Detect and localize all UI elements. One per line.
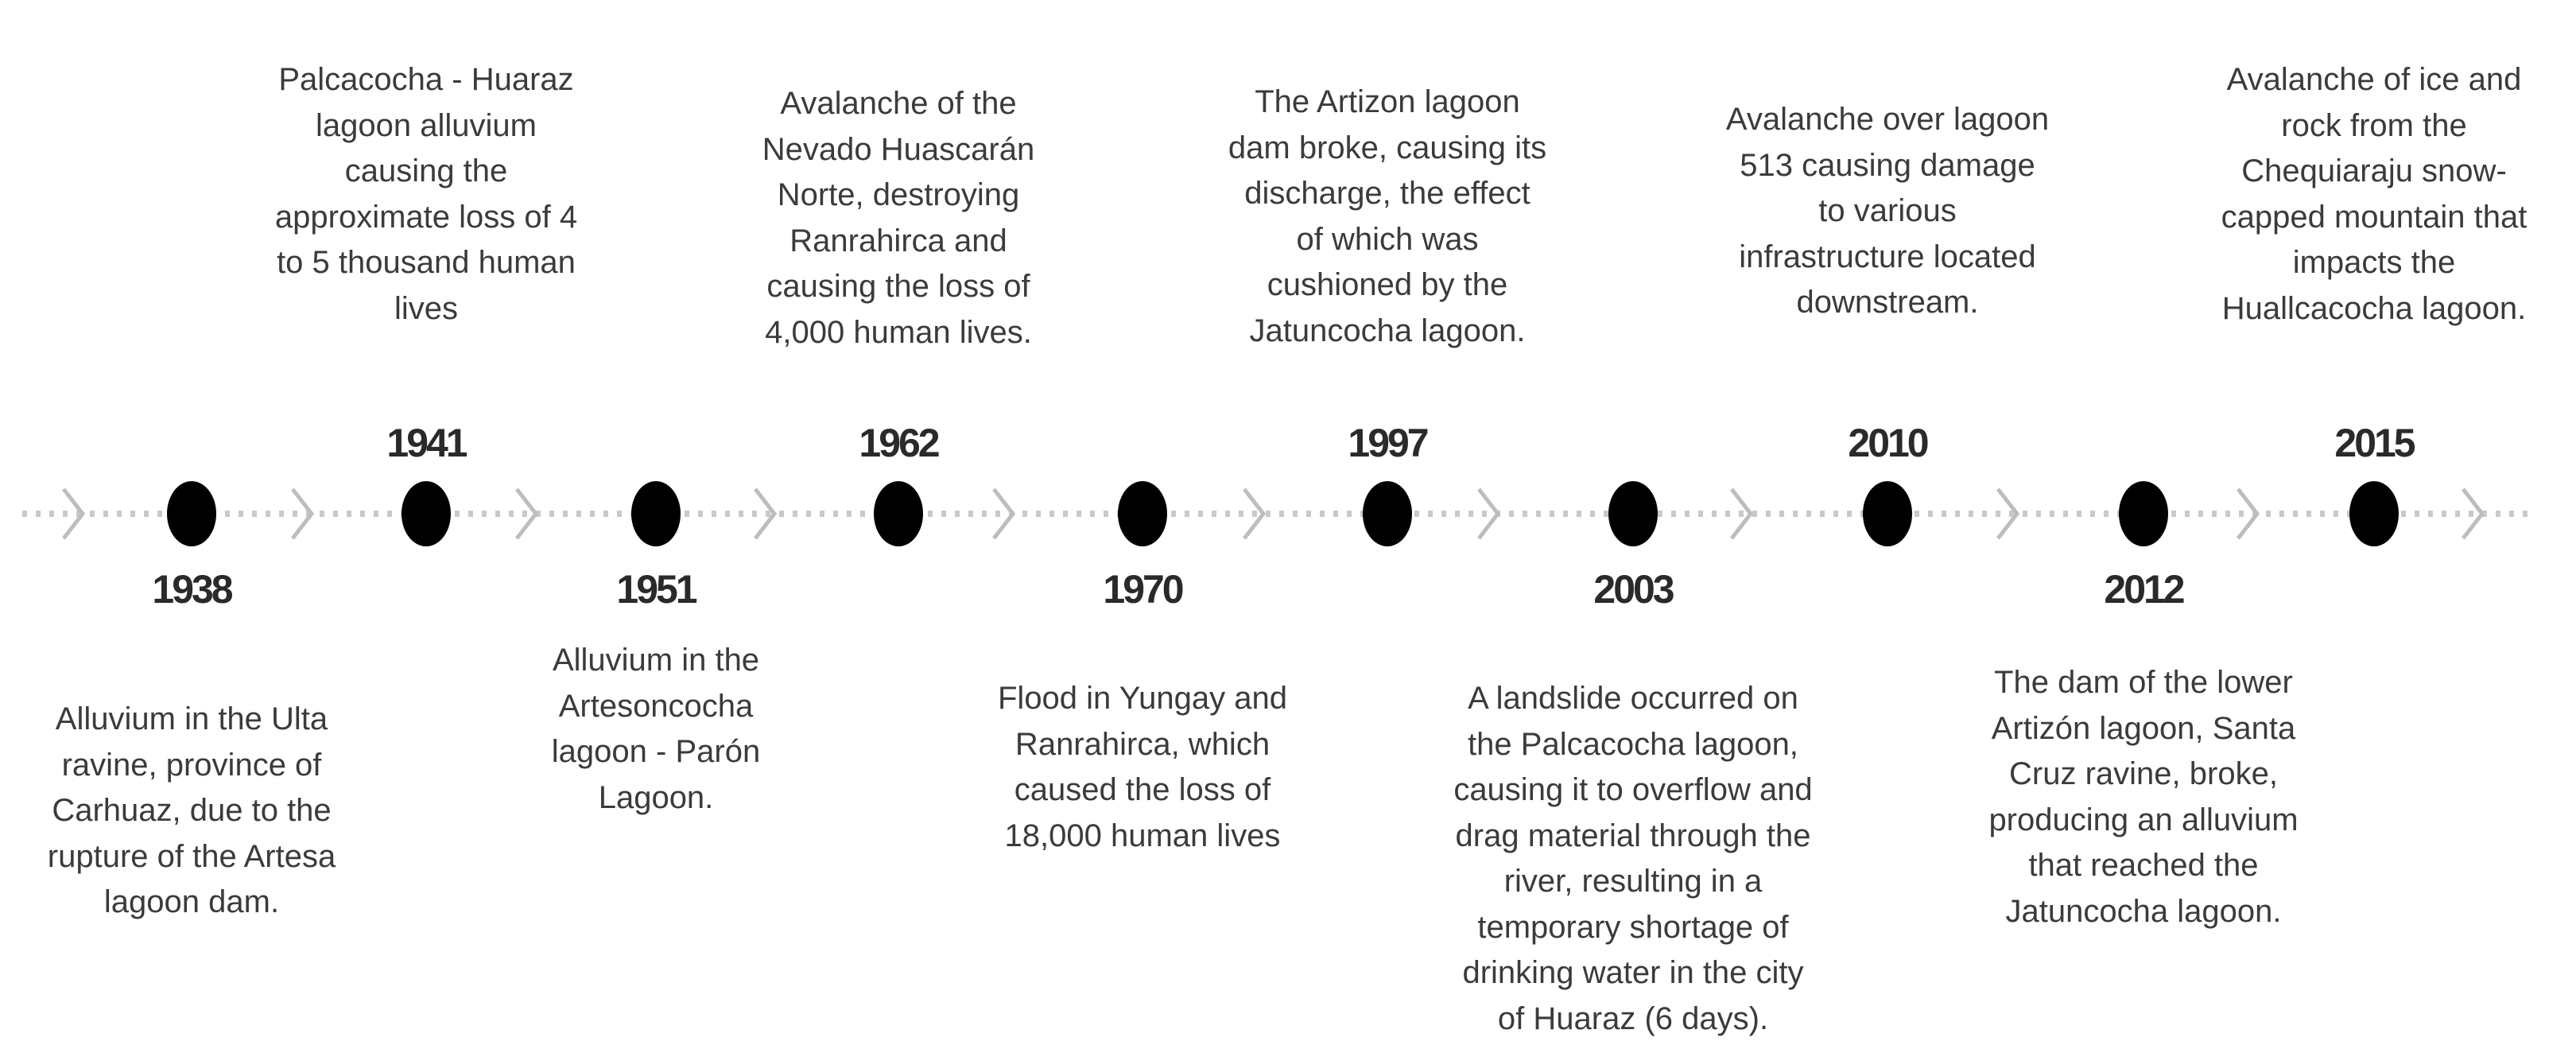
description-line: discharge, the effect bbox=[1244, 176, 1530, 211]
description-line: Jatuncocha lagoon. bbox=[1249, 313, 1526, 348]
description-line: lagoon alluvium bbox=[316, 107, 537, 143]
event-year-label: 2012 bbox=[2104, 567, 2183, 612]
description-line: causing the loss of bbox=[766, 269, 1030, 304]
description-line: Artizón lagoon, Santa bbox=[1991, 710, 2296, 746]
timeline-dot-marker bbox=[167, 481, 216, 546]
event-year-label: 1962 bbox=[859, 421, 938, 465]
description-line: 513 causing damage bbox=[1740, 147, 2035, 183]
description-line: caused the loss of bbox=[1014, 772, 1271, 807]
chevron-right-icon bbox=[2460, 487, 2487, 541]
description-line: causing it to overflow and bbox=[1453, 772, 1813, 807]
description-line: temporary shortage of bbox=[1477, 909, 1789, 945]
description-line: approximate loss of 4 bbox=[274, 199, 578, 235]
chevron-right-icon bbox=[514, 487, 541, 541]
description-line: rock from the bbox=[2281, 107, 2467, 143]
timeline-dot-marker bbox=[2349, 481, 2399, 546]
description-line: Lagoon. bbox=[598, 779, 714, 815]
event-description bbox=[1228, 80, 1546, 354]
description-line: lagoon dam. bbox=[103, 884, 280, 919]
timeline-dot-marker bbox=[1863, 481, 1912, 546]
event-description bbox=[1453, 676, 1812, 1042]
description-line: cushioned by the bbox=[1267, 267, 1508, 302]
description-line: Artesoncocha bbox=[558, 688, 754, 724]
chevron-right-icon bbox=[752, 487, 779, 541]
description-line: The dam of the lower bbox=[1994, 665, 2293, 700]
description-line: the Palcacocha lagoon, bbox=[1468, 726, 1798, 762]
description-line: dam broke, causing its bbox=[1228, 130, 1547, 165]
timeline-dot-marker bbox=[1363, 481, 1412, 546]
description-line: A landslide occurred on bbox=[1468, 681, 1798, 716]
description-line: to various bbox=[1818, 193, 1957, 228]
description-line: Cruz ravine, broke, bbox=[2009, 756, 2278, 791]
description-line: lagoon - Parón bbox=[551, 734, 761, 769]
chevron-right-icon bbox=[289, 487, 316, 541]
description-line: to 5 thousand human bbox=[277, 245, 576, 280]
description-line: river, resulting in a bbox=[1503, 864, 1763, 899]
description-line: Chequiaraju snow- bbox=[2241, 153, 2507, 188]
description-line: of Huaraz (6 days). bbox=[1497, 1000, 1769, 1036]
description-line: Ranrahirca and bbox=[789, 223, 1007, 258]
event-year-label: 1997 bbox=[1348, 421, 1427, 465]
description-line: Carhuaz, due to the bbox=[52, 793, 332, 828]
chevron-right-icon bbox=[2235, 487, 2262, 541]
event-description bbox=[762, 81, 1034, 355]
chevron-right-icon bbox=[60, 487, 87, 541]
description-line: Ranrahirca, which bbox=[1014, 726, 1271, 762]
event-description bbox=[48, 697, 336, 926]
description-line: Avalanche over lagoon bbox=[1725, 102, 2050, 137]
description-line: that reached the bbox=[2028, 848, 2259, 883]
timeline-dot-marker bbox=[631, 481, 681, 546]
chevron-right-icon bbox=[1728, 487, 1755, 541]
description-line: Avalanche of the bbox=[780, 86, 1017, 121]
event-year-label: 2010 bbox=[1848, 421, 1927, 465]
description-line: producing an alluvium bbox=[1988, 802, 2299, 837]
description-line: Jatuncocha lagoon. bbox=[2005, 893, 2282, 929]
description-line: Palcacocha - Huaraz bbox=[278, 62, 574, 97]
event-description bbox=[275, 57, 577, 332]
description-line: The Artizon lagoon bbox=[1255, 84, 1520, 119]
timeline-dot-marker bbox=[1608, 481, 1658, 546]
event-year-label: 1970 bbox=[1103, 567, 1182, 612]
event-year-label: 1951 bbox=[616, 567, 696, 612]
description-line: Norte, destroying bbox=[777, 177, 1020, 212]
description-line: Alluvium in the bbox=[552, 643, 760, 678]
chevron-right-icon bbox=[991, 487, 1018, 541]
description-line: lives bbox=[394, 290, 459, 326]
event-year-label: 2015 bbox=[2334, 421, 2414, 465]
event-description bbox=[2221, 57, 2528, 332]
description-line: infrastructure located bbox=[1739, 239, 2036, 274]
description-line: ravine, province of bbox=[61, 747, 322, 783]
description-line: drinking water in the city bbox=[1462, 955, 1804, 990]
event-description bbox=[1726, 97, 2049, 326]
description-line: 18,000 human lives bbox=[1004, 818, 1281, 853]
description-line: rupture of the Artesa bbox=[47, 838, 336, 874]
description-line: of which was bbox=[1296, 221, 1479, 257]
description-line: capped mountain that bbox=[2221, 199, 2528, 235]
chevron-right-icon bbox=[1995, 487, 2022, 541]
description-line: causing the bbox=[344, 153, 508, 188]
event-description bbox=[1988, 660, 2298, 934]
event-description bbox=[998, 676, 1287, 859]
timeline-dot-marker bbox=[874, 481, 923, 546]
timeline-dot-marker bbox=[2119, 481, 2168, 546]
description-line: Nevado Huascarán bbox=[762, 131, 1035, 167]
description-line: Avalanche of ice and bbox=[2226, 62, 2522, 97]
event-year-label: 1938 bbox=[152, 567, 231, 612]
description-line: impacts the bbox=[2292, 245, 2456, 280]
description-line: Alluvium in the Ulta bbox=[55, 701, 328, 736]
event-year-label: 2003 bbox=[1593, 567, 1673, 612]
event-year-label: 1941 bbox=[386, 421, 466, 465]
description-line: Huallcacocha lagoon. bbox=[2221, 290, 2527, 326]
description-line: drag material through the bbox=[1455, 818, 1811, 853]
description-line: 4,000 human lives. bbox=[765, 314, 1032, 350]
timeline-dot-marker bbox=[402, 481, 451, 546]
event-description bbox=[552, 638, 760, 821]
chevron-right-icon bbox=[1241, 487, 1268, 541]
description-line: downstream. bbox=[1796, 285, 1979, 320]
description-line: Flood in Yungay and bbox=[997, 681, 1288, 716]
chevron-right-icon bbox=[1476, 487, 1503, 541]
timeline-dot-marker bbox=[1118, 481, 1167, 546]
